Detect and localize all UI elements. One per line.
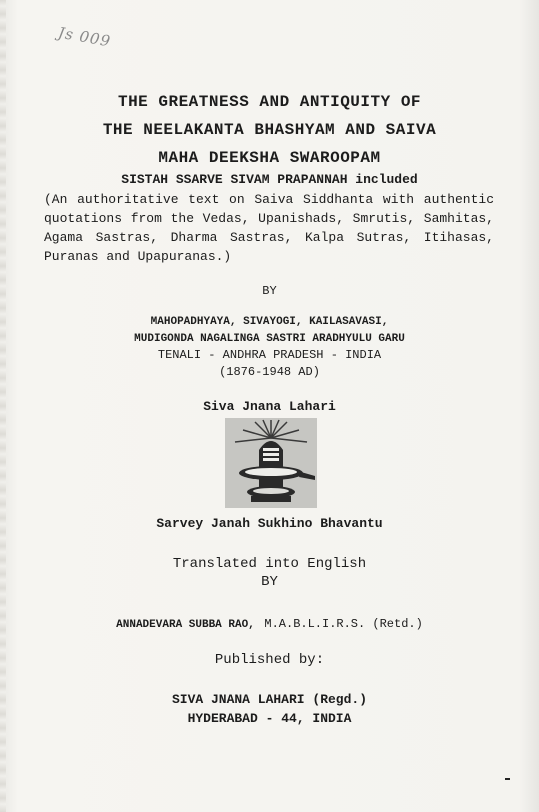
by-label-2: BY xyxy=(261,574,278,590)
title-line-1: THE GREATNESS AND ANTIQUITY OF xyxy=(117,93,422,111)
title-line-3: MAHA DEEKSHA SWAROOPAM xyxy=(158,149,381,167)
publisher-line-2: HYDERABAD - 44, INDIA xyxy=(187,711,352,726)
motto: Sarvey Janah Sukhino Bhavantu xyxy=(156,516,383,531)
corner-mark xyxy=(505,778,510,780)
translator-name: ANNADEVARA SUBBA RAO, xyxy=(116,619,255,631)
author-line-2: MUDIGONDA NAGALINGA SASTRI ARADHYULU GARU xyxy=(134,333,405,345)
publisher-line-1: SIVA JNANA LAHARI (Regd.) xyxy=(171,692,368,707)
author-place: TENALI - ANDHRA PRADESH - INDIA xyxy=(157,348,382,362)
description-paragraph: (An authoritative text on Saiva Siddhanta with authentic quotations from the Vedas, Upanishads, Smrutis, Samhitas, Agama Sastras, Dharma Sastras, Kalpa Sutras, Itihasas, Puranas and Upapuranas.) xyxy=(44,192,494,264)
translator-line xyxy=(0,614,539,632)
translator-credentials: M.A.B.L.I.R.S. (Retd.) xyxy=(264,617,423,631)
subtitle: SISTAH SSARVE SIVAM PRAPANNAH included xyxy=(121,172,418,187)
handwritten-note: Js 009 xyxy=(56,23,113,51)
organization-name: Siva Jnana Lahari xyxy=(203,399,336,414)
translated-label: Translated into English xyxy=(172,556,367,572)
title xyxy=(0,88,539,172)
shiva-lingam-emblem-icon xyxy=(225,418,317,508)
author-years: (1876-1948 AD) xyxy=(219,365,320,379)
title-line-2: THE NEELAKANTA BHASHYAM AND SAIVA xyxy=(102,121,437,139)
published-by-label: Published by: xyxy=(214,652,325,668)
by-label: BY xyxy=(262,284,277,298)
author-line-1: MAHOPADHYAYA, SIVAYOGI, KAILASAVASI, xyxy=(150,316,389,328)
